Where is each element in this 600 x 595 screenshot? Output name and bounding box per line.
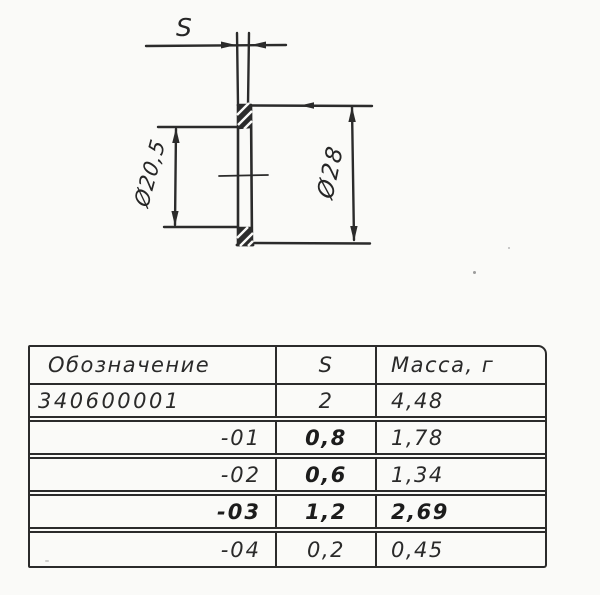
- cell-mass: 2,69: [391, 499, 449, 524]
- variants-table: [28, 345, 547, 568]
- cell-designation: -03: [30, 496, 277, 527]
- inner-diameter-label: Ø20,5: [129, 135, 171, 211]
- cell-thickness: 0,6: [277, 459, 377, 490]
- cell-mass: 1,78: [391, 425, 444, 450]
- outer-dia-dimension-line: [352, 107, 354, 240]
- cell-mass: 0,45: [391, 537, 444, 562]
- cell-mass: 4,48: [391, 388, 444, 413]
- col-header-mass: Масса, г: [391, 353, 495, 377]
- cell-designation: 340600001: [30, 385, 277, 416]
- outer-diameter-label: Ø28: [313, 141, 349, 203]
- table-row: [30, 385, 545, 418]
- inner-dia-dimension-line: [175, 129, 176, 225]
- paper-speck: [45, 560, 49, 562]
- table-header-row: [30, 347, 545, 385]
- paper-speck: [473, 271, 476, 274]
- cell-designation: -02: [30, 459, 277, 490]
- col-header-thickness: S: [277, 347, 377, 383]
- dimension-arrows: [171, 42, 357, 242]
- cell-thickness: 2: [277, 385, 377, 416]
- cell-thickness: 0,2: [277, 533, 377, 566]
- cell-designation: -01: [30, 422, 277, 453]
- cell-thickness: 1,2: [277, 496, 377, 527]
- cell-designation: -04: [30, 533, 277, 566]
- table-row: [30, 531, 545, 566]
- table-row: [30, 457, 545, 492]
- col-header-designation: Обозначение: [30, 347, 277, 383]
- table-row: [30, 494, 545, 529]
- thickness-dimension-label: S: [176, 13, 193, 42]
- paper-speck: [508, 247, 510, 249]
- table-row: [30, 420, 545, 455]
- cell-thickness: 0,8: [277, 422, 377, 453]
- cell-mass: 1,34: [391, 462, 444, 487]
